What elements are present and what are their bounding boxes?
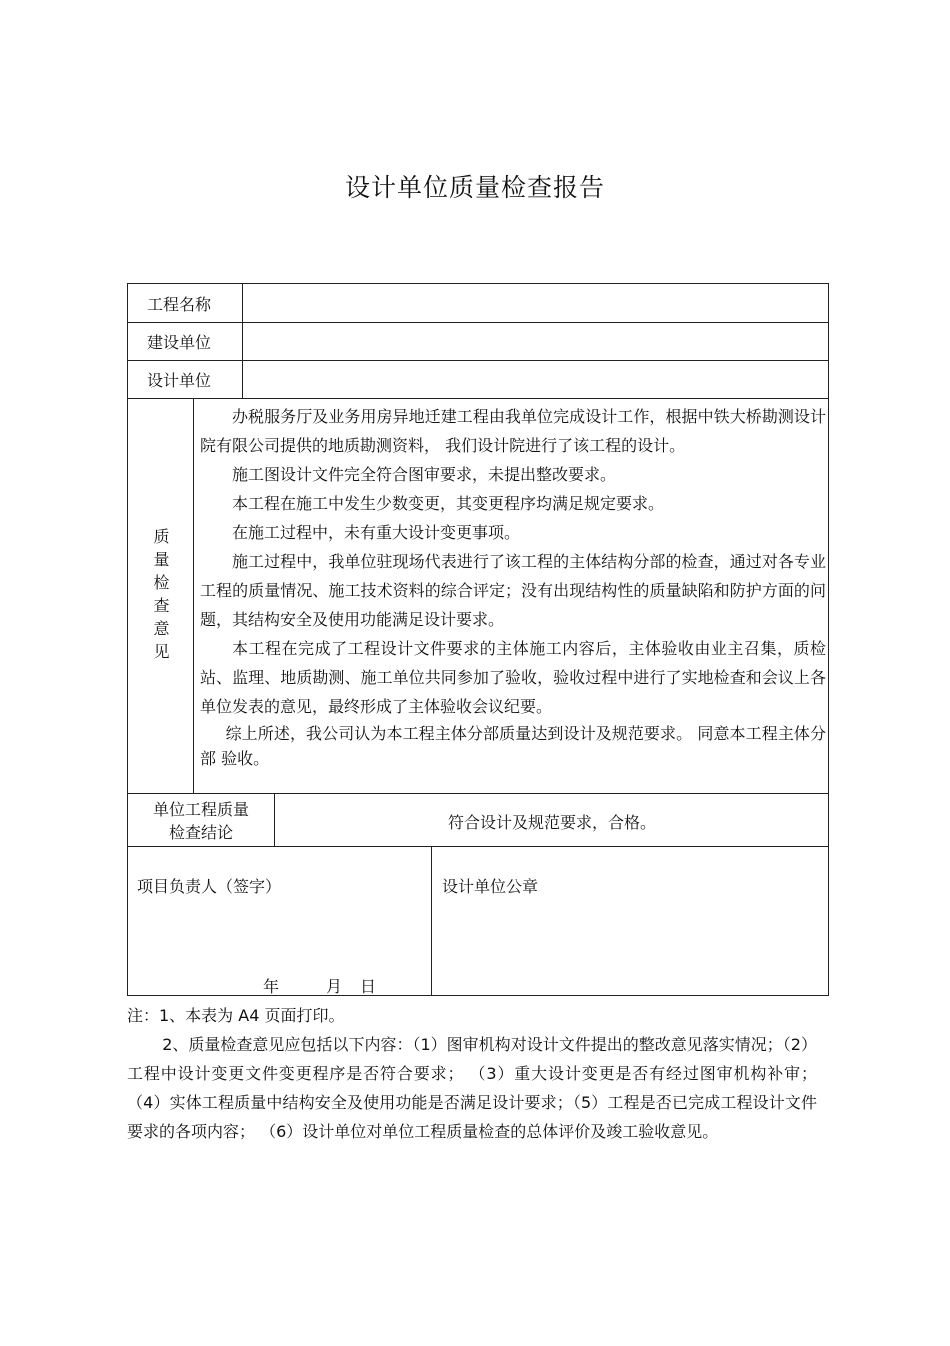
column-divider — [193, 398, 194, 793]
conclusion-label-line: 检查结论 — [168, 823, 233, 842]
opinion-paragraph: 本工程在完成了工程设计文件要求的主体施工内容后，主体验收由业主召集，质检站、监理、地质勘测、施工单位共同参加了验收，验收过程中进行了实地检查和会议上各单位发表的意见，最终形成了主体验收会议纪要。 — [200, 639, 826, 716]
page-title: 设计单位质量检查报告 — [344, 173, 605, 202]
opinion-paragraph: 在施工过程中，未有重大设计变更事项。 — [232, 523, 521, 542]
row-divider — [128, 398, 828, 399]
date-year: 年 — [263, 977, 280, 996]
construction-unit-label: 建设单位 — [147, 333, 212, 352]
column-divider — [242, 284, 243, 398]
row-divider — [128, 360, 828, 361]
signer-label: 项目负责人（签字） — [137, 877, 282, 896]
design-unit-label: 设计单位 — [147, 371, 212, 390]
row-divider — [128, 793, 828, 794]
conclusion-label — [128, 796, 274, 846]
opinion-body — [200, 402, 826, 771]
opinion-paragraph: 施工过程中，我单位驻现场代表进行了该工程的主体结构分部的检查，通过对各专业工程的质量情况、施工技术资料的综合评定；没有出现结构性的质量缺陷和防护方面的问题，其结构安全及使用功能满足设计要求。 — [200, 552, 826, 629]
date-month: 月 — [326, 977, 343, 996]
row-divider — [128, 846, 828, 847]
row-divider — [128, 322, 828, 323]
report-form — [127, 283, 829, 996]
opinion-paragraph: 办税服务厅及业务用房异地迁建工程由我单位完成设计工作，根据中铁大桥勘测设计院有限公司提供的地质勘测资料， 我们设计院进行了该工程的设计。 — [200, 407, 826, 455]
opinion-paragraph: 本工程在施工中发生少数变更，其变更程序均满足规定要求。 — [232, 494, 665, 513]
seal-label: 设计单位公章 — [442, 877, 539, 896]
date-day: 日 — [360, 977, 377, 996]
column-divider — [431, 846, 432, 995]
opinion-paragraph: 综上所述，我公司认为本工程主体分部质量达到设计及规范要求。 同意本工程主体分部 验收。 — [200, 724, 826, 768]
opinion-paragraph: 施工图设计文件完全符合图审要求，未提出整改要求。 — [232, 465, 617, 484]
note-line: 2、质量检查意见应包括以下内容：（1）图审机构对设计文件提出的整改意见落实情况；（2）工程中设计变更文件变更程序是否符合要求； （3）重大设计变更是否有经过图审机构补审； （4）实体工程质量中结构安全及使用功能是否满足设计要求；（5）工程是否已完成工程设计文件要求的各项内容； （6）设计单位对单位工程质量检查的总体评价及竣工验收意见。 — [127, 1035, 817, 1141]
opinion-label — [128, 400, 193, 794]
conclusion-value: 符合设计及规范要求，合格。 — [447, 812, 656, 832]
note-line: 注：1、本表为 A4 页面打印。 — [127, 1006, 345, 1025]
opinion-label-text: 质量检查意见 — [151, 528, 170, 666]
conclusion-label-line: 单位工程质量 — [152, 800, 249, 819]
notes — [127, 1001, 817, 1146]
project-name-label: 工程名称 — [147, 295, 212, 314]
